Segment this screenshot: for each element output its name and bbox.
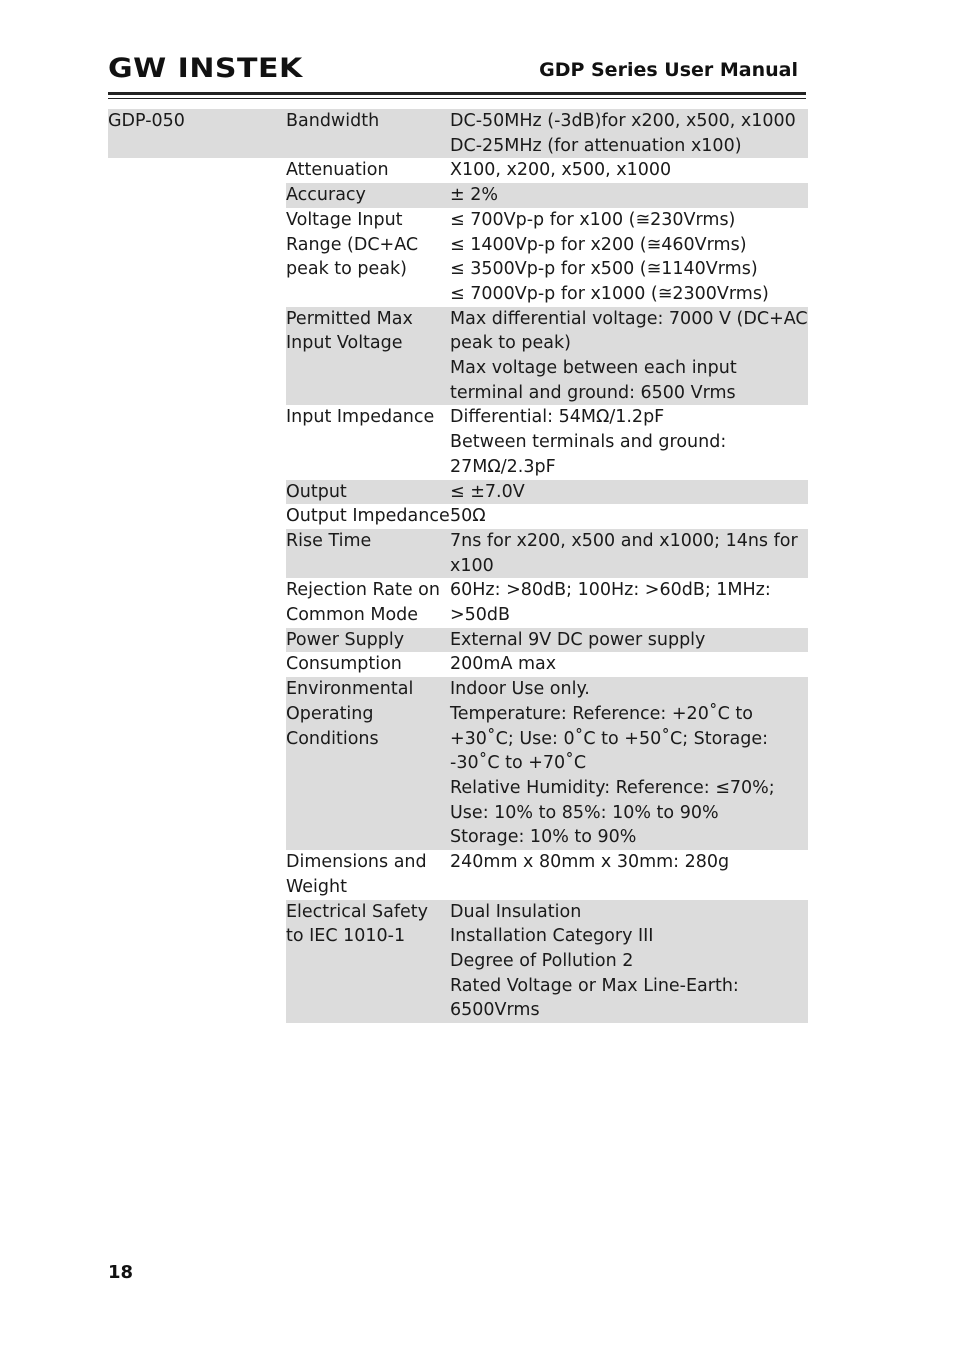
table-row [108,158,808,183]
table-row [108,677,808,850]
param-cell: Rise Time [286,529,450,578]
value-cell: Dual Insulation Installation Category III Degree of Pollution 2 Rated Voltage or Max Line-Earth: 6500Vrms [450,900,808,1024]
param-cell: Accuracy [286,183,450,208]
value-cell: DC-50MHz (-3dB)for x200, x500, x1000 DC-25MHz (for attenuation x100) [450,109,808,158]
param-cell: Power Supply [286,628,450,653]
value-cell: ≤ 700Vp-p for x100 (≅230Vrms) ≤ 1400Vp-p for x200 (≅460Vrms) ≤ 3500Vp-p for x500 (≅1140Vrms) ≤ 7000Vp-p for x1000 (≅2300Vrms) [450,209,769,304]
table-row [108,208,808,307]
param-cell: Voltage Input Range (DC+AC peak to peak) [286,209,419,280]
value-cell: 200mA max [450,654,557,675]
table-row [108,183,808,208]
value-cell: ≤ ±7.0V [450,480,808,505]
table-row [108,652,808,677]
specification-table [108,109,808,1023]
param-cell: Output [286,480,450,505]
header-rule-thick [108,92,806,95]
header-rule-thin [108,98,806,99]
param-cell: Dimensions and Weight [286,852,427,897]
value-cell: 240mm x 80mm x 30mm: 280g [450,852,730,873]
brand-logo [108,52,303,84]
table-row [108,504,808,529]
param-cell: Bandwidth [286,109,450,158]
table-row [108,307,808,406]
table-row [108,578,808,627]
param-cell: Input Impedance [286,407,435,428]
value-cell: X100, x200, x500, x1000 [450,160,672,181]
param-cell: Electrical Safety to IEC 1010-1 [286,900,450,1024]
value-cell: 60Hz: >80dB; 100Hz: >60dB; 1MHz: >50dB [450,580,771,626]
table-row [108,900,808,1024]
value-cell: Max differential voltage: 7000 V (DC+AC peak to peak) Max voltage between each input terminal and ground: 6500 Vrms [450,307,808,406]
value-cell: Differential: 54MΩ/1.2pF Between terminals and ground: 27MΩ/2.3pF [450,407,727,477]
table-row [108,529,808,578]
value-cell: ± 2% [450,183,808,208]
param-cell: Permitted Max Input Voltage [286,307,450,406]
page-number: 18 [108,1262,134,1283]
param-cell: Environmental Operating Conditions [286,677,450,850]
value-cell: 50Ω [450,506,486,527]
table-row [108,405,808,479]
model-cell: GDP-050 [108,109,286,158]
param-cell: Consumption [286,654,402,675]
brand-logo-text: GW INSTEK [108,52,303,84]
param-cell: Rejection Rate on Common Mode [286,580,440,626]
table-row [108,109,808,158]
manual-title: GDP Series User Manual [539,59,798,81]
value-cell: Indoor Use only. Temperature: Reference: +20˚C to +30˚C; Use: 0˚C to +50˚C; Storage: -30˚C to +70˚C Relative Humidity: Reference: ≤70%; Use: 10% to 85%: 10% to 90% Storage: 10% to 90% [450,677,808,850]
value-cell: External 9V DC power supply [450,628,808,653]
value-cell: 7ns for x200, x500 and x1000; 14ns for x100 [450,529,808,578]
table-row [108,850,808,899]
table-row [108,628,808,653]
param-cell: Attenuation [286,160,389,181]
param-cell: Output Impedance [286,506,450,527]
table-row [108,480,808,505]
